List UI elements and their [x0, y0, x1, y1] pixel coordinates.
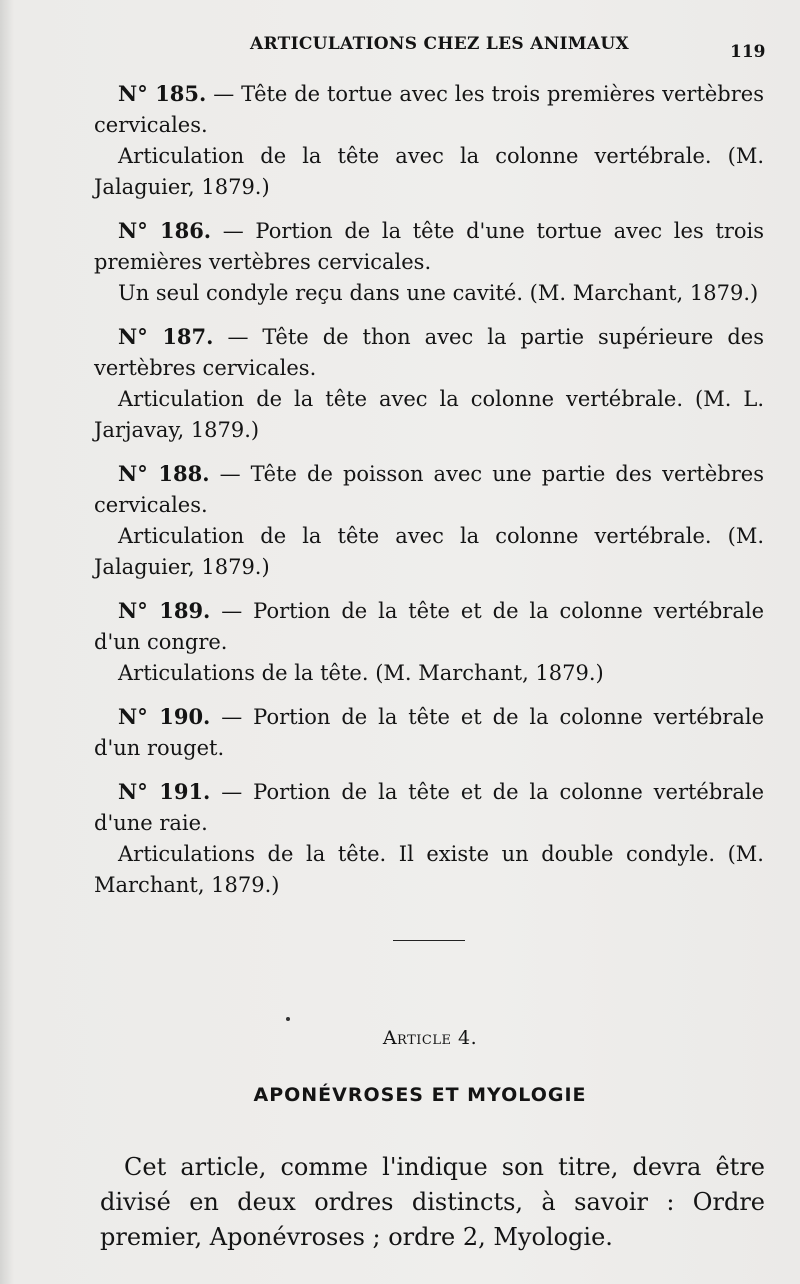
closing-paragraph: Cet article, comme l'indique son titre, devra être divisé en deux ordres distincts, à savoir : Ordre premier, Aponévroses ; ordre 2, Myologie.	[100, 1153, 765, 1251]
entry-description	[94, 215, 764, 278]
entry-note: Articulations de la tête. Il existe un double condyle. (M. Marchant, 1879.)	[94, 842, 764, 897]
catalogue-entry-187	[94, 321, 764, 446]
catalogue-entry-191	[94, 776, 764, 901]
catalogue-entry-190	[94, 701, 764, 764]
entry-note: Articulations de la tête. (M. Marchant, 1879.)	[118, 661, 604, 685]
entry-text: — Tête de tortue avec les trois premières vertèbres cervicales.	[94, 82, 764, 137]
entry-number: N° 186.	[118, 218, 212, 243]
entry-text: — Portion de la tête et de la colonne vertébrale d'un rouget.	[94, 705, 764, 760]
print-speck	[286, 1017, 290, 1021]
entry-text: — Portion de la tête et de la colonne vertébrale d'un congre.	[94, 599, 764, 654]
entry-number: N° 191.	[118, 779, 211, 804]
entry-number: N° 185.	[118, 81, 207, 106]
entry-text: — Portion de la tête et de la colonne vertébrale d'une raie.	[94, 780, 764, 835]
entry-note: Articulation de la tête avec la colonne vertébrale. (M. L. Jarjavay, 1879.)	[94, 387, 764, 442]
entry-number: N° 188.	[118, 461, 210, 486]
catalogue-entry-188	[94, 458, 764, 583]
catalogue-entries	[94, 78, 764, 913]
entry-text: — Tête de thon avec la partie supérieure des vertèbres cervicales.	[94, 325, 764, 380]
entry-text: — Tête de poisson avec une partie des vertèbres cervicales.	[94, 462, 764, 517]
entry-description	[94, 701, 764, 764]
entry-note: Articulation de la tête avec la colonne vertébrale. (M. Jalaguier, 1879.)	[94, 144, 764, 199]
catalogue-entry-186	[94, 215, 764, 309]
entry-description	[94, 776, 764, 839]
entry-description	[94, 321, 764, 384]
section-title: APONÉVROSES ET MYOLOGIE	[253, 1084, 587, 1106]
entry-description	[94, 458, 764, 521]
entry-number: N° 189.	[118, 598, 211, 623]
page-header	[0, 30, 800, 62]
article-heading: Article 4.	[382, 1027, 478, 1049]
catalogue-entry-185	[94, 78, 764, 203]
entry-number: N° 190.	[118, 704, 211, 729]
entry-description	[94, 78, 764, 141]
running-head: ARTICULATIONS CHEZ LES ANIMAUX	[250, 34, 630, 54]
entry-note: Articulation de la tête avec la colonne vertébrale. (M. Jalaguier, 1879.)	[94, 524, 764, 579]
entry-note: Un seul condyle reçu dans une cavité. (M. Marchant, 1879.)	[118, 281, 759, 305]
catalogue-entry-189	[94, 595, 764, 689]
section-divider	[393, 940, 465, 941]
entry-text: — Portion de la tête d'une tortue avec les trois premières vertèbres cervicales.	[94, 219, 764, 274]
entry-description	[94, 595, 764, 658]
entry-number: N° 187.	[118, 324, 214, 349]
page-number: 119	[730, 42, 766, 62]
